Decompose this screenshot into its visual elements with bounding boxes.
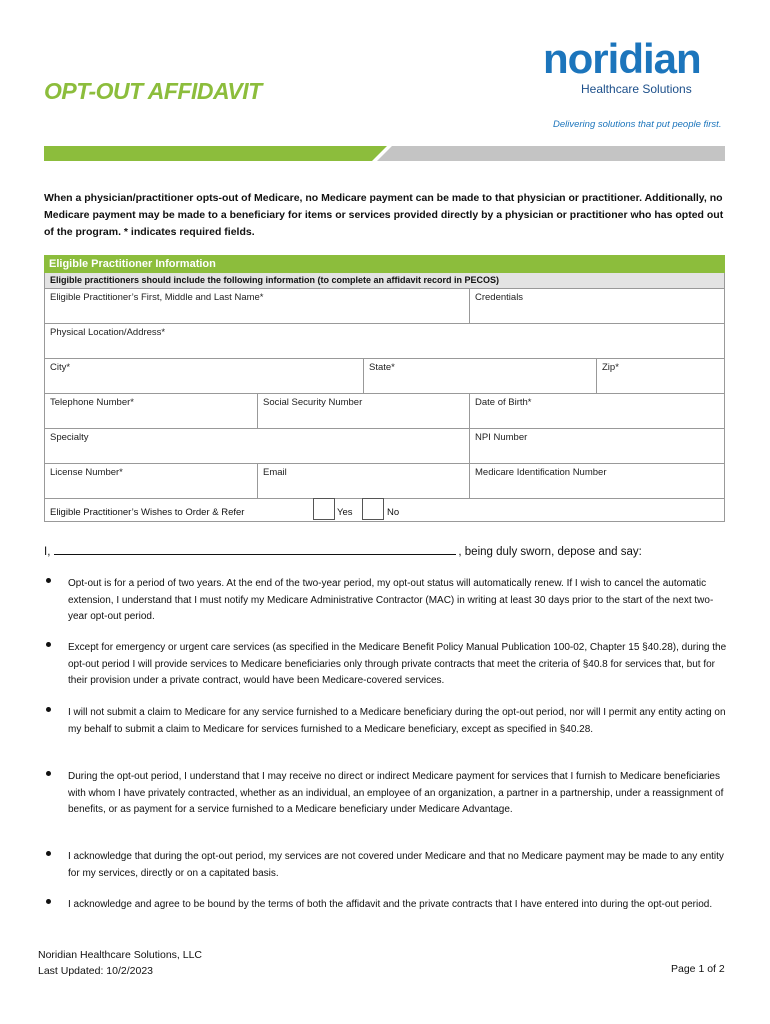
form-row-name	[44, 288, 725, 324]
yes-checkbox[interactable]	[313, 498, 335, 520]
tagline: Delivering solutions that put people first.	[553, 119, 722, 130]
specialty-field[interactable]: Specialty	[50, 432, 89, 443]
credentials-field[interactable]: Credentials	[469, 289, 726, 323]
form-row-specialty	[44, 429, 725, 464]
ssn-field[interactable]: Social Security Number	[257, 394, 469, 428]
list-item-text: Except for emergency or urgent care services (as specified in the Medicare Benefit Policy Manual Publication 100-02, Chapter 15 §40.28), during the opt-out period I will provide services to Medicare beneficiaries only through private contracts that meet the criteria of §40.8 for services that, but for their provision under a private contract, would have been Medicare-covered services.	[68, 642, 727, 686]
page-title: OPT-OUT AFFIDAVIT	[44, 78, 262, 104]
dob-field[interactable]: Date of Birth*	[469, 394, 726, 428]
email-field[interactable]: Email	[257, 464, 469, 498]
list-item-text: Opt-out is for a period of two years. At the end of the two-year period, my opt-out status will automatically renew. If I wish to cancel the automatic extension, I understand that I must notify my Medicare Administrative Contractor (MAC) in writing at least 30 days prior to the start of the next two-year opt-out period.	[68, 578, 714, 622]
sworn-statement	[44, 543, 642, 558]
bullet-icon	[46, 899, 51, 904]
bullet-icon	[46, 707, 51, 712]
footer-left	[38, 947, 202, 979]
declarant-name-line[interactable]	[54, 543, 456, 555]
logo-subtitle: Healthcare Solutions	[581, 82, 692, 96]
form-row-order-refer	[44, 499, 725, 522]
sworn-suffix: , being duly sworn, depose and say:	[458, 546, 642, 558]
zip-field[interactable]: Zip*	[596, 359, 726, 393]
list-item-text: I will not submit a claim to Medicare for any service furnished to a Medicare beneficiary during the opt-out period, nor will I permit any entity acting on my behalf to submit a claim to Medicare for services furnished to a Medicare beneficiary, except as specified in §40.28.	[68, 707, 726, 735]
no-checkbox[interactable]	[362, 498, 384, 520]
form-row-phone	[44, 394, 725, 429]
form-subheader: Eligible practitioners should include the following information (to complete an affidavit record in PECOS)	[44, 273, 725, 288]
logo-wordmark: noridian	[543, 35, 701, 82]
address-field[interactable]: Physical Location/Address*	[50, 327, 166, 338]
form-row-address	[44, 324, 725, 359]
intro-text: When a physician/practitioner opts-out of Medicare, no Medicare payment can be made to that physician or practitioner. Additionally, no Medicare payment may be made to a beneficiary for items or services provided directly by a physician or practitioner who has opted out of the program. * indicates required fields.	[44, 192, 724, 238]
practitioner-form	[44, 255, 725, 522]
order-refer-label: Eligible Practitioner’s Wishes to Order & Refer	[50, 507, 245, 518]
name-field[interactable]: Eligible Practitioner’s First, Middle and Last Name*	[50, 292, 264, 303]
telephone-field[interactable]: Telephone Number*	[50, 397, 134, 408]
noridian-logo	[543, 35, 728, 96]
form-header: Eligible Practitioner Information	[44, 255, 725, 273]
yes-label: Yes	[337, 507, 353, 518]
no-label: No	[387, 507, 400, 518]
bullet-icon	[46, 578, 51, 583]
bullet-icon	[46, 771, 51, 776]
form-row-city	[44, 359, 725, 394]
form-row-license	[44, 464, 725, 499]
footer-company: Noridian Healthcare Solutions, LLC	[38, 949, 203, 961]
bullet-icon	[46, 851, 51, 856]
page-number: Page 1 of 2	[671, 963, 725, 975]
license-field[interactable]: License Number*	[50, 467, 123, 478]
list-item-text: During the opt-out period, I understand that I may receive no direct or indirect Medicare payment for services that I furnish to Medicare beneficiaries with whom I have privately contracted, whether as an individual, an employee of an organization, a partner in a partnership, under a reassignment of benefits, or as payment for a service furnished to a Medicare beneficiary under Medicare Advantage.	[68, 771, 724, 815]
list-item-text: I acknowledge that during the opt-out period, my services are not covered under Medicare and that no Medicare payment may be made to any entity for my services, directly or on a capitated basis.	[68, 851, 724, 879]
npi-field[interactable]: NPI Number	[469, 429, 726, 463]
city-field[interactable]: City*	[50, 362, 71, 373]
footer-updated: Last Updated: 10/2/2023	[38, 965, 154, 977]
medicare-id-field[interactable]: Medicare Identification Number	[469, 464, 726, 498]
sworn-prefix: I,	[44, 546, 51, 558]
header-band	[44, 146, 725, 161]
bullet-icon	[46, 642, 51, 647]
state-field[interactable]: State*	[363, 359, 596, 393]
list-item-text: I acknowledge and agree to be bound by the terms of both the affidavit and the private contracts that I have entered into during the opt-out period.	[68, 899, 713, 910]
